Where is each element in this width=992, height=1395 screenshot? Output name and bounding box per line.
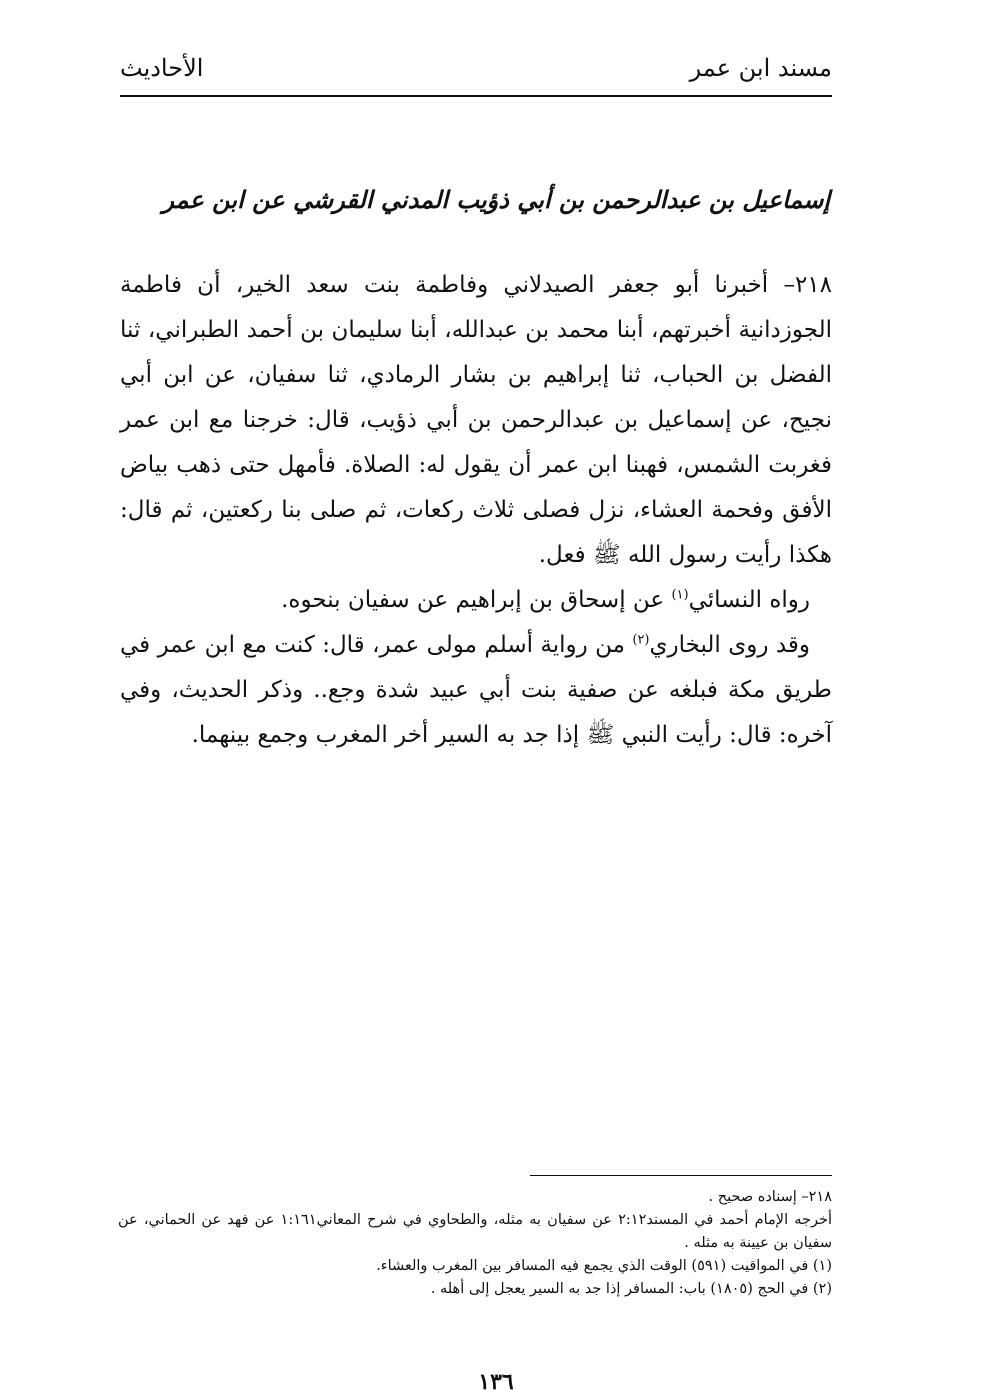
hadith-paragraph	[120, 263, 832, 578]
hadith-text: أخبرنا أبو جعفر الصيدلاني وفاطمة بنت سعد الخير، أن فاطمة الجوزدانية أخبرتهم، أبنا محمد بن عبدالله، أبنا سليمان بن أحمد الطبراني، ثنا الفضل بن الحباب، ثنا إبراهيم بن بشار الرمادي، ثنا سفيان، عن ابن أبي نجيح، عن إسماعيل بن عبدالرحمن بن أبي ذؤيب، قال: خرجنا مع ابن عمر فغربت الشمس، فهبنا ابن عمر أن يقول له: الصلاة. فأمهل حتى ذهب بياض الأفق وفحمة العشاء، نزل فصلى ثلاث ركعات، ثم صلى بنا ركعتين، ثم قال: هكذا رأيت رسول الله ﷺ فعل.	[120, 272, 832, 568]
section-heading: إسماعيل بن عبدالرحمن بن أبي ذؤيب المدني القرشي عن ابن عمر	[162, 185, 830, 214]
running-header-section-title: الأحاديث	[120, 54, 204, 82]
commentary-paragraph-2	[120, 623, 832, 758]
footnote-ref-1: (١)	[671, 587, 689, 603]
footnotes	[118, 1186, 832, 1301]
running-header	[120, 50, 832, 90]
footnote-ref-2: (٢)	[632, 632, 650, 648]
commentary-2-before: وقد روى البخاري	[649, 632, 810, 658]
page-number: ١٣٦	[478, 1369, 514, 1395]
hadith-number: ٢١٨–	[783, 272, 833, 298]
footnote-1: (١) في المواقيت (٥٩١) الوقت الذي يجمع فيه المسافر بين المغرب والعشاء.	[376, 1258, 832, 1274]
footnote-grading: ٢١٨– إسناده صحيح .	[708, 1189, 832, 1205]
commentary-1-after: عن إسحاق بن إبراهيم عن سفيان بنحوه.	[281, 587, 672, 613]
header-rule	[120, 95, 832, 97]
body-text	[120, 263, 832, 758]
commentary-2-after: من رواية أسلم مولى عمر، قال: كنت مع ابن عمر في طريق مكة فبلغه عن صفية بنت أبي عبيد شدة وجع.. وذكر الحديث، وفي آخره: قال: رأيت النبي ﷺ إذا جد به السير أخر المغرب وجمع بينهما.	[120, 632, 832, 748]
commentary-1-before: رواه النسائي	[688, 587, 810, 613]
commentary-paragraph-1	[120, 578, 832, 623]
footnote-rule	[530, 1175, 832, 1176]
running-header-book-title: مسند ابن عمر	[689, 54, 832, 82]
footnote-2: (٢) في الحج (١٨٠٥) باب: المسافر إذا جد به السير يعجل إلى أهله .	[430, 1281, 832, 1297]
footnote-takhrij: أخرجه الإمام أحمد في المسند٢:١٢ عن سفيان به مثله، والطحاوي في شرح المعاني١:١٦١ عن فهد عن الحماني، عن سفيان بن عيينة به مثله .	[118, 1212, 832, 1251]
